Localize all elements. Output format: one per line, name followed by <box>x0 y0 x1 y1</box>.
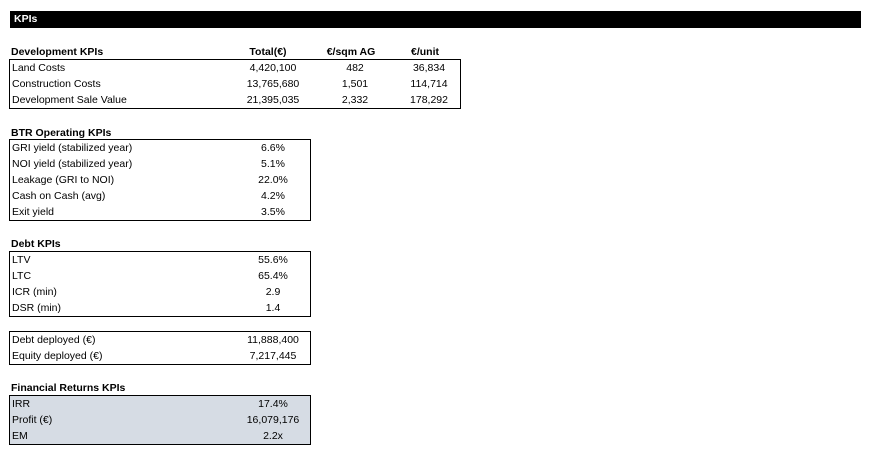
table-row <box>10 156 310 172</box>
table-row <box>10 396 310 412</box>
financial-returns-kpis-table <box>9 395 311 445</box>
row-label: EM <box>12 430 28 442</box>
row-label: Development Sale Value <box>12 94 127 106</box>
btr-operating-kpis-table <box>9 139 311 221</box>
total-cell: 4,420,100 <box>249 62 297 74</box>
per-sqm-cell: 482 <box>346 62 364 74</box>
table-row <box>10 252 310 268</box>
row-label: ICR (min) <box>12 286 57 298</box>
financial-returns-kpis-title: Financial Returns KPIs <box>11 382 126 394</box>
table-row <box>10 172 310 188</box>
total-cell: 21,395,035 <box>246 94 300 106</box>
value-cell: 11,888,400 <box>247 334 299 346</box>
table-row <box>10 76 460 92</box>
row-label: Equity deployed (€) <box>12 350 103 362</box>
value-cell: 6.6% <box>261 142 285 154</box>
value-cell: 2.9 <box>265 286 281 298</box>
row-label: IRR <box>12 398 31 410</box>
row-label: LTV <box>12 254 31 266</box>
row-label: DSR (min) <box>12 302 61 314</box>
debt-kpis-table <box>9 251 311 317</box>
row-label: NOI yield (stabilized year) <box>12 158 133 170</box>
table-row <box>10 92 460 108</box>
total-cell: 13,765,680 <box>246 78 300 90</box>
table-row <box>10 284 310 300</box>
row-label: LTC <box>12 270 32 282</box>
table-row <box>10 348 310 364</box>
per-unit-cell: 36,834 <box>412 62 446 74</box>
capital-deployed-table <box>9 331 311 365</box>
row-label: GRI yield (stabilized year) <box>12 142 133 154</box>
table-row <box>10 204 310 220</box>
value-cell: 7,217,445 <box>249 350 297 362</box>
development-kpis-table <box>9 59 461 109</box>
row-label: Land Costs <box>12 62 66 74</box>
table-row <box>10 332 310 348</box>
row-label: Debt deployed (€) <box>12 334 96 346</box>
debt-kpis-title: Debt KPIs <box>11 238 61 250</box>
btr-operating-kpis-title: BTR Operating KPIs <box>11 127 112 139</box>
value-cell: 65.4% <box>258 270 288 282</box>
col-header-per-sqm: €/sqm AG <box>326 46 376 58</box>
col-header-total: Total(€) <box>249 46 287 58</box>
table-row <box>10 268 310 284</box>
row-label: Exit yield <box>12 206 55 218</box>
row-label: Cash on Cash (avg) <box>12 190 106 202</box>
value-cell: 22.0% <box>258 174 288 186</box>
per-unit-cell: 114,714 <box>410 78 448 90</box>
table-row <box>10 412 310 428</box>
row-label: Leakage (GRI to NOI) <box>12 174 115 186</box>
value-cell: 17.4% <box>258 398 288 410</box>
value-cell: 55.6% <box>258 254 288 266</box>
table-row <box>10 300 310 316</box>
per-sqm-cell: 1,501 <box>341 78 369 90</box>
value-cell: 4.2% <box>261 190 285 202</box>
table-row <box>10 188 310 204</box>
table-row <box>10 140 310 156</box>
table-row <box>10 60 460 76</box>
kpis-header-bar: KPIs <box>10 11 861 28</box>
value-cell: 2.2x <box>263 430 283 442</box>
row-label: Construction Costs <box>12 78 101 90</box>
value-cell: 1.4 <box>265 302 281 314</box>
row-label: Profit (€) <box>12 414 53 426</box>
table-row <box>10 428 310 444</box>
value-cell: 3.5% <box>261 206 285 218</box>
col-header-per-unit: €/unit <box>411 46 439 58</box>
value-cell: 5.1% <box>261 158 285 170</box>
per-unit-cell: 178,292 <box>410 94 448 106</box>
value-cell: 16,079,176 <box>246 414 300 426</box>
development-kpis-title: Development KPIs <box>11 46 104 58</box>
per-sqm-cell: 2,332 <box>341 94 369 106</box>
